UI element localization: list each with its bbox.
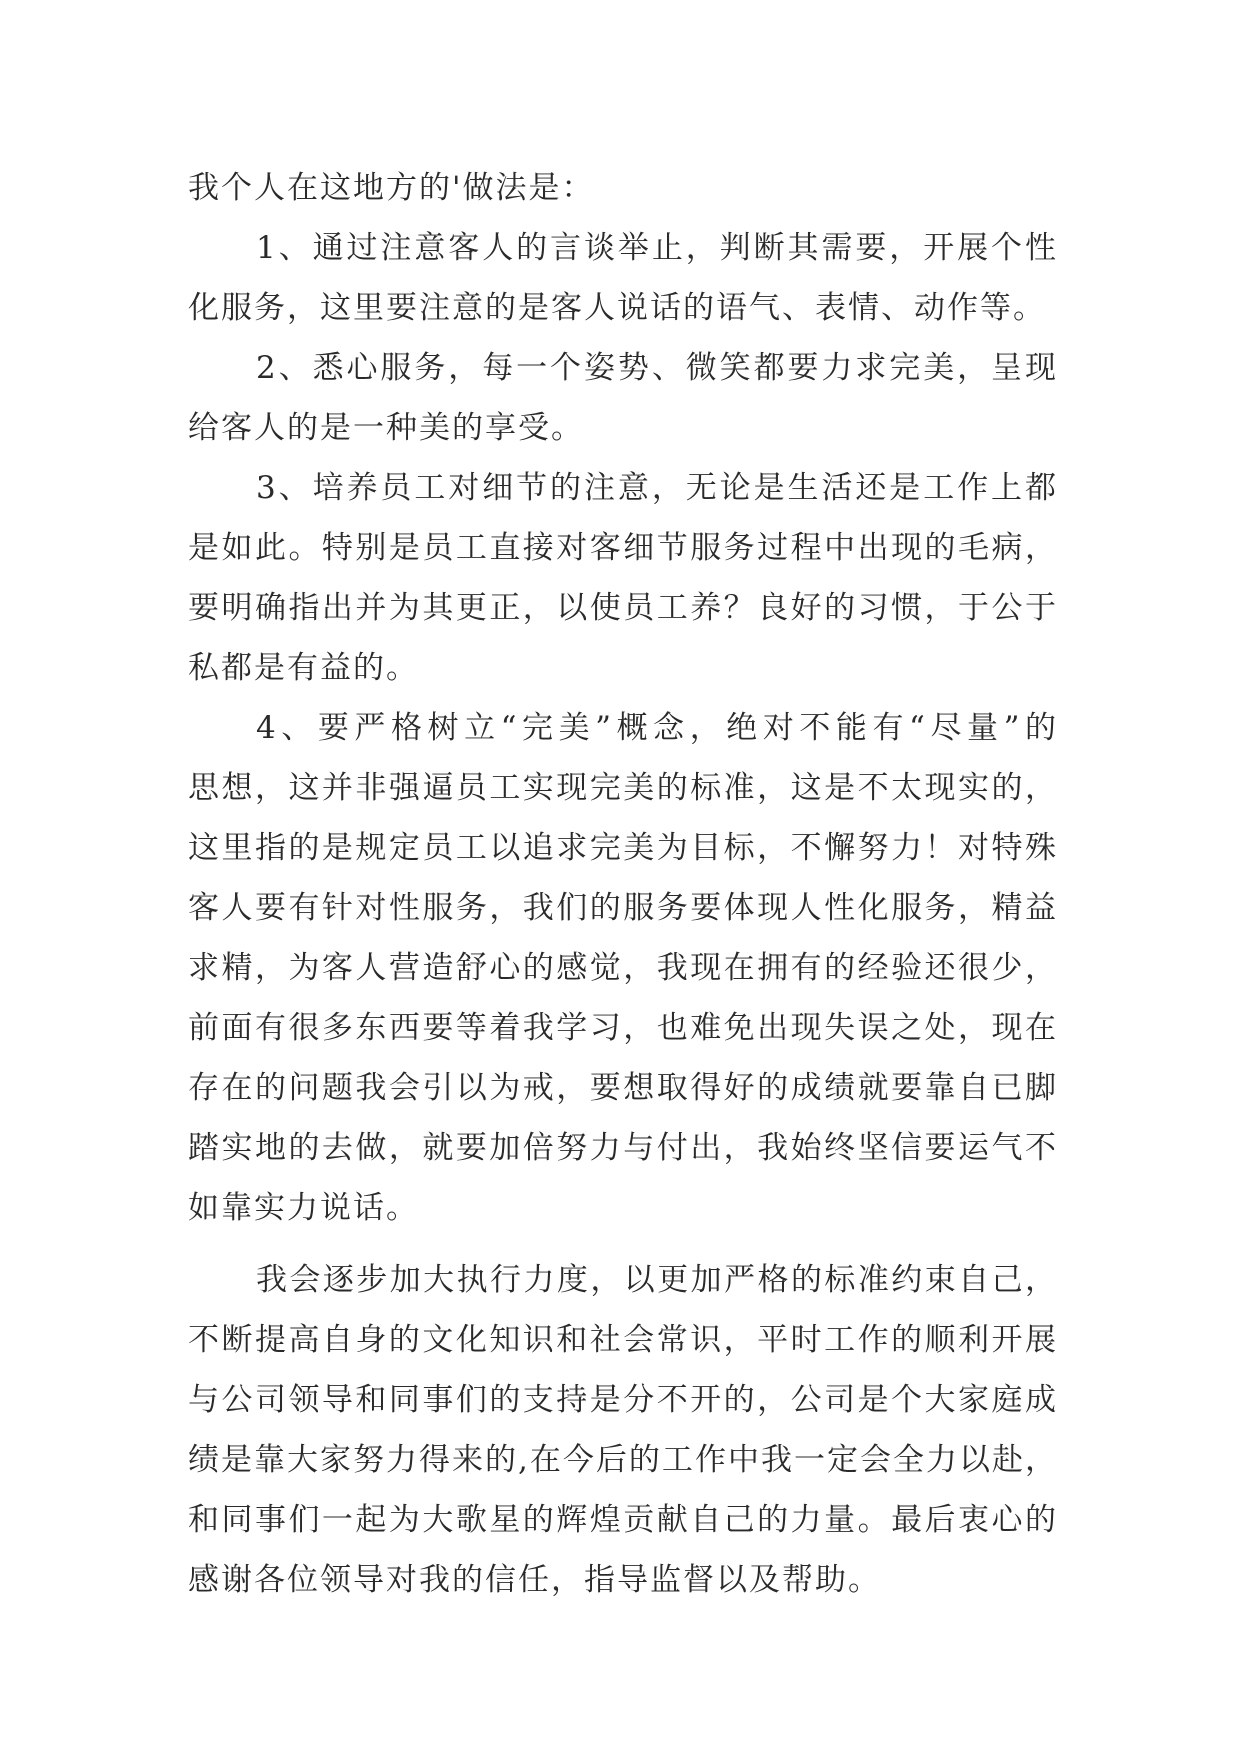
text-line: 这里指的是规定员工以追求完美为目标，不懈努力！对特殊 <box>188 830 1058 866</box>
text-line: 和同事们一起为大歌星的辉煌贡献自己的力量。最后衷心的 <box>188 1502 1058 1538</box>
paragraph-point-4 <box>188 698 1058 1238</box>
text-line: 不断提高自身的文化知识和社会常识，平时工作的顺利开展 <box>188 1322 1058 1358</box>
paragraph-point-3 <box>188 458 1058 698</box>
text-line: 私都是有益的。 <box>188 650 419 686</box>
text-line: 前面有很多东西要等着我学习，也难免出现失误之处，现在 <box>188 1010 1058 1046</box>
text-line: 踏实地的去做，就要加倍努力与付出，我始终坚信要运气不 <box>188 1130 1058 1166</box>
text-line: 客人要有针对性服务，我们的服务要体现人性化服务，精益 <box>188 890 1058 926</box>
text-line: 感谢各位领导对我的信任，指导监督以及帮助。 <box>188 1562 881 1598</box>
text-line: 如靠实力说话。 <box>188 1190 419 1226</box>
text-line: 给客人的是一种美的享受。 <box>188 410 584 446</box>
paragraph-point-1 <box>188 218 1058 338</box>
text-line: 化服务，这里要注意的是客人说话的语气、表情、动作等。 <box>188 290 1046 326</box>
text-line: 是如此。特别是员工直接对客细节服务过程中出现的毛病， <box>188 530 1058 566</box>
paragraph-closing <box>188 1250 1058 1610</box>
text-line: 我会逐步加大执行力度，以更加严格的标准约束自己， <box>256 1262 1058 1298</box>
text-line: 存在的问题我会引以为戒，要想取得好的成绩就要靠自已脚 <box>188 1070 1058 1106</box>
text-line: 求精，为客人营造舒心的感觉，我现在拥有的经验还很少， <box>188 950 1058 986</box>
text-line: 要明确指出并为其更正，以使员工养？良好的习惯，于公于 <box>188 590 1058 626</box>
text-line: 我个人在这地方的'做法是： <box>188 170 595 206</box>
text-line: 2、悉心服务，每一个姿势、微笑都要力求完美，呈现 <box>256 350 1058 386</box>
paragraph-point-2 <box>188 338 1058 458</box>
text-line: 绩是靠大家努力得来的,在今后的工作中我一定会全力以赴， <box>188 1442 1058 1478</box>
text-line: 3、培养员工对细节的注意，无论是生活还是工作上都 <box>256 470 1058 506</box>
paragraph-intro <box>188 158 1058 218</box>
text-line: 1、通过注意客人的言谈举止，判断其需要，开展个性 <box>256 230 1058 266</box>
text-line: 与公司领导和同事们的支持是分不开的，公司是个大家庭成 <box>188 1382 1058 1418</box>
text-line: 思想，这并非强逼员工实现完美的标准，这是不太现实的， <box>188 770 1058 806</box>
body-text <box>188 158 1058 1610</box>
text-line: 4、要严格树立“完美”概念，绝对不能有“尽量”的 <box>256 710 1058 746</box>
